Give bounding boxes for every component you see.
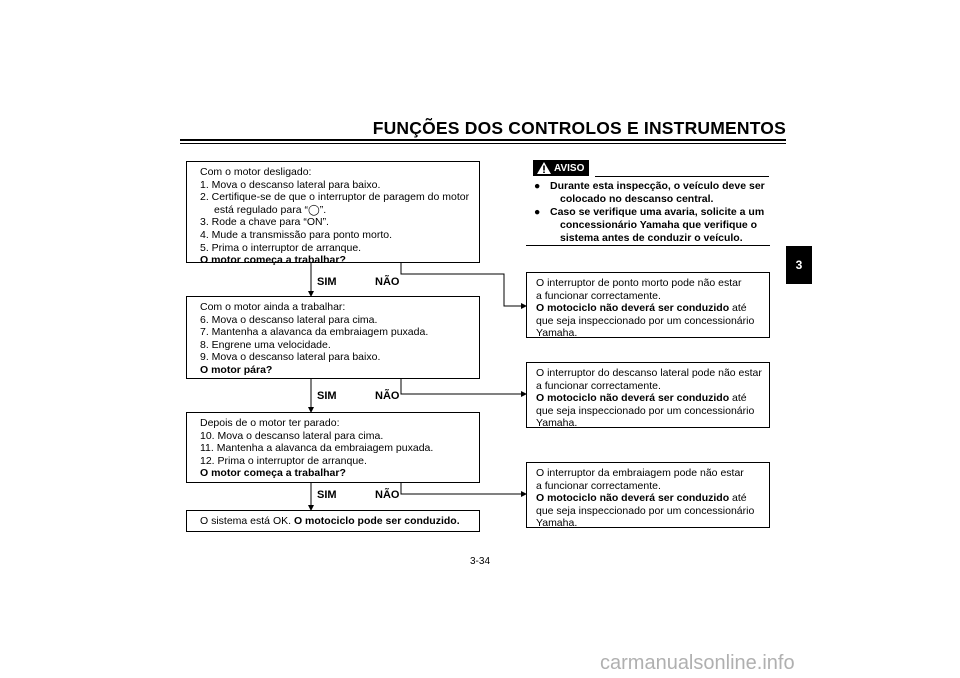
step-text: 5. Prima o interruptor de arranque. (200, 241, 362, 254)
result-text: que seja inspeccionado por um concessionário (536, 504, 755, 517)
warning-badge (533, 160, 589, 176)
result-text: O interruptor da embraiagem pode não estar (536, 467, 744, 479)
result-text: Yamaha. (536, 417, 578, 430)
result-ok-text: O sistema está OK. (200, 515, 292, 527)
step-question: O motor pára? (200, 363, 273, 376)
step-text: Depois de o motor ter parado: (200, 417, 340, 429)
yes-label: SIM (317, 276, 337, 288)
step-text: 11. Mantenha a alavanca da embraiagem puxada. (200, 442, 434, 455)
result-text: até (729, 302, 747, 315)
warning-badge-label: AVISO (554, 162, 585, 174)
step-text: está regulado para “◯”. (214, 203, 327, 216)
warning-item (534, 180, 765, 206)
step-question: O motor começa a trabalhar? (200, 254, 346, 267)
flow-result-ok (186, 510, 480, 532)
result-bold: O motociclo não deverá ser conduzido (536, 302, 730, 315)
chapter-tab[interactable]: 3 (786, 246, 812, 284)
warning-rule-top (595, 176, 769, 177)
step-text: 12. Prima o interruptor de arranque. (200, 454, 367, 467)
result-text: que seja inspeccionado por um concessionário (536, 404, 755, 417)
step-text: Com o motor ainda a trabalhar: (200, 301, 346, 313)
result-text: a funcionar correctamente. (536, 479, 661, 492)
warning-rule-bottom (526, 245, 770, 246)
no-label: NÃO (375, 390, 400, 402)
page-number: 3-34 (469, 556, 490, 567)
result-bold: O motociclo não deverá ser conduzido (536, 492, 730, 505)
result-text: até (729, 492, 747, 505)
step-text: 7. Mantenha a alavanca da embraiagem puxada. (200, 326, 429, 339)
no-arrow-2 (401, 379, 526, 394)
step-text: 2. Certifique-se de que o interruptor de paragem do motor (200, 191, 470, 204)
result-text: Yamaha. (536, 517, 578, 530)
result-bold: O motociclo não deverá ser conduzido (536, 392, 730, 405)
step-text: 8. Engrene uma velocidade. (200, 338, 331, 351)
result-text: até (729, 392, 747, 405)
flow-step-engine-off (186, 161, 480, 267)
yes-label: SIM (317, 390, 337, 402)
flow-step-engine-running (186, 296, 480, 379)
result-neutral-switch (526, 272, 770, 338)
bullet-icon: ● (534, 180, 541, 192)
result-text: a funcionar correctamente. (536, 379, 661, 392)
yes-label: SIM (317, 489, 337, 501)
result-text: que seja inspeccionado por um concessionário (536, 314, 755, 327)
step-text: 6. Mova o descanso lateral para cima. (200, 313, 378, 326)
page-title: FUNÇÕES DOS CONTROLOS E INSTRUMENTOS (372, 118, 786, 138)
result-sidestand-switch (526, 362, 770, 428)
step-question: O motor começa a trabalhar? (200, 467, 346, 480)
no-label: NÃO (375, 489, 400, 501)
warning-line: colocado no descanso central. (560, 193, 714, 205)
result-clutch-switch (526, 462, 770, 528)
result-text: O interruptor do descanso lateral pode não estar (536, 367, 762, 379)
step-text: 9. Mova o descanso lateral para baixo. (200, 351, 381, 364)
warning-line: sistema antes de conduzir o veículo. (560, 232, 743, 244)
result-text: O interruptor de ponto morto pode não estar (536, 277, 742, 289)
flow-step-engine-stopped (186, 412, 480, 483)
bullet-icon: ● (534, 206, 541, 218)
warning-line: Caso se verifique uma avaria, solicite a um (550, 206, 765, 218)
warning-item (534, 206, 764, 245)
warning-line: Durante esta inspecção, o veículo deve ser (550, 180, 765, 192)
result-text: Yamaha. (536, 327, 578, 340)
step-text: 4. Mude a transmissão para ponto morto. (200, 228, 393, 241)
no-label: NÃO (375, 276, 400, 288)
step-text: Com o motor desligado: (200, 166, 312, 178)
watermark[interactable]: carmanualsonline.info (600, 652, 795, 674)
warning-line: concessionário Yamaha que verifique o (560, 219, 758, 231)
result-ok-bold: O motociclo pode ser conduzido. (293, 515, 460, 527)
warning-triangle-icon (536, 161, 552, 175)
result-text: a funcionar correctamente. (536, 289, 661, 302)
step-text: 10. Mova o descanso lateral para cima. (200, 429, 384, 442)
step-text: 3. Rode a chave para “ON”. (200, 216, 329, 229)
no-arrow-3 (401, 483, 526, 494)
step-text: 1. Mova o descanso lateral para baixo. (200, 178, 381, 191)
